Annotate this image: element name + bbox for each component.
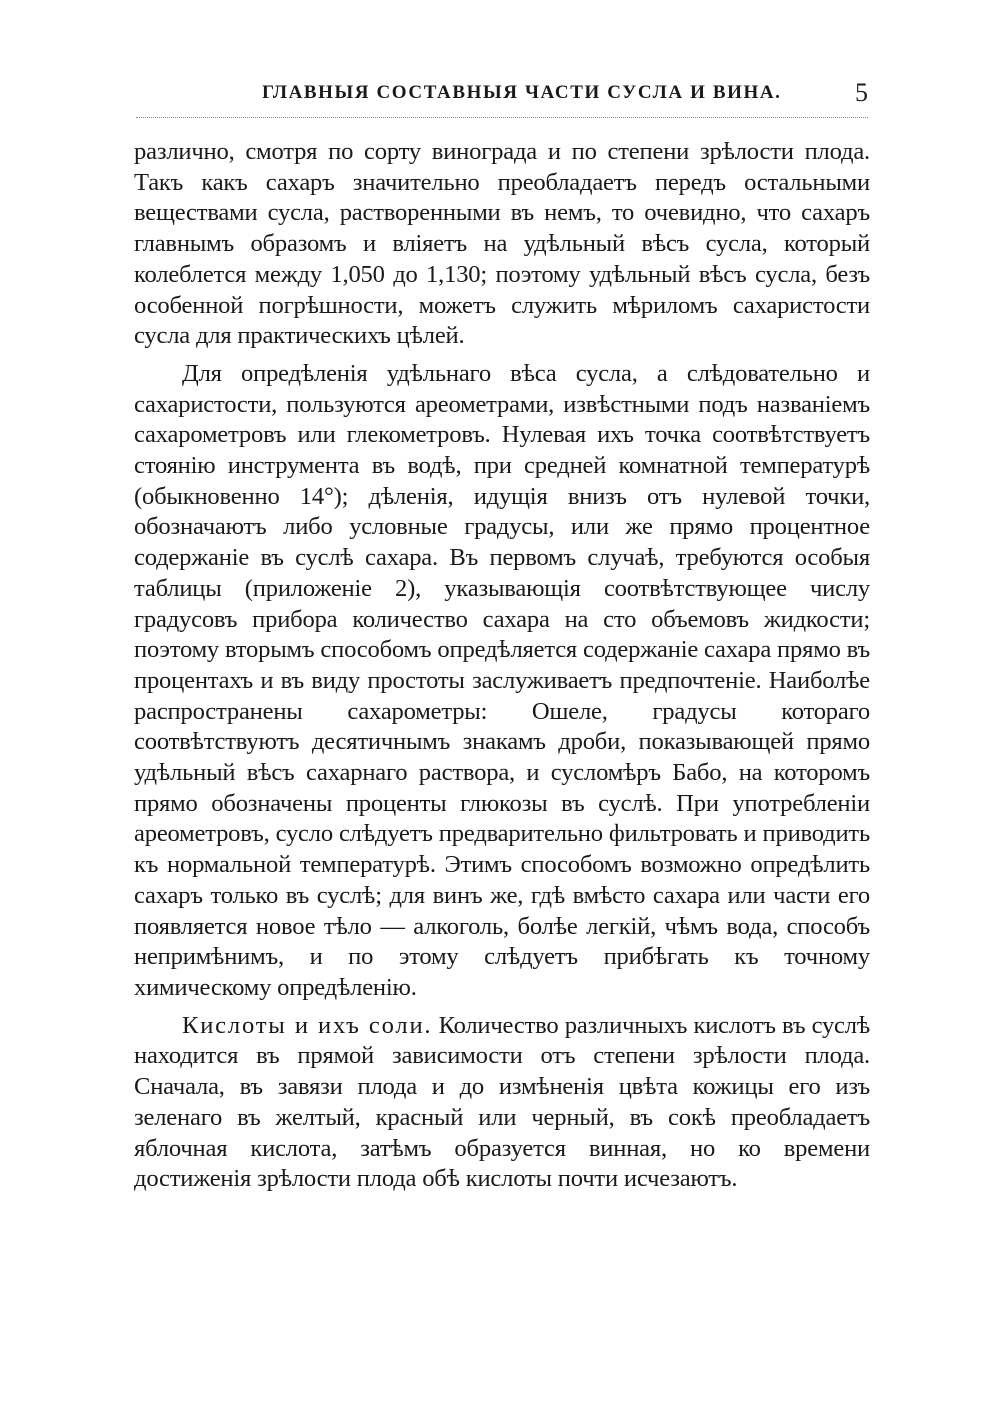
page-number: 5	[855, 78, 868, 107]
body-text	[134, 137, 870, 1195]
running-title: ГЛАВНЫЯ СОСТАВНЫЯ ЧАСТИ СУСЛА И ВИНА.	[262, 82, 782, 103]
paragraph-3	[134, 1011, 870, 1195]
running-head	[136, 78, 868, 112]
paragraph-3-text: Количество различныхъ кислотъ въ суслѣ находится въ прямой зависимости отъ степени зрѣлости плода. Сначала, въ завязи плода и до измѣненія цвѣта кожицы его изъ зеленаго въ желтый, красный или черный, въ сокѣ преобладаетъ яблочная кислота, затѣмъ образуется винная, но ко времени достиженія зрѣлости плода обѣ кислоты почти исчезаютъ.	[134, 1011, 870, 1193]
paragraph-2: Для опредѣленія удѣльнаго вѣса сусла, а слѣдовательно и сахаристости, пользуются ареометрами, извѣстными подъ названіемъ сахарометровъ или глекометровъ. Нулевая ихъ точка соотвѣтствуетъ стоянію инструмента въ водѣ, при средней комнатной температурѣ (обыкновенно 14°); дѣленія, идущія внизъ отъ нулевой точки, обозначаютъ либо условные градусы, или же прямо процентное содержаніе въ суслѣ сахара. Въ первомъ случаѣ, требуются особыя таблицы (приложеніе 2), указывающія соотвѣтствующее числу градусовъ прибора количество сахара на сто объемовъ жидкости; поэтому вторымъ способомъ опредѣляется содержаніе сахара прямо въ процентахъ и въ виду простоты заслуживаетъ предпочтеніе. Наиболѣе распространены сахарометры: Ошеле, градусы котораго соотвѣтствуютъ десятичнымъ знакамъ дроби, показывающей прямо удѣльный вѣсъ сахарнаго раствора, и сусломѣръ Бабо, на которомъ прямо обозначены проценты глюкозы въ суслѣ. При употребленіи ареометровъ, сусло слѣдуетъ предварительно фильтровать и приводить къ нормальной температурѣ. Этимъ способомъ возможно опредѣлить сахаръ только въ суслѣ; для винъ же, гдѣ вмѣсто сахара или части его появляется новое тѣло — алкоголь, болѣе легкій, чѣмъ вода, способъ непримѣнимъ, и по этому слѣдуетъ прибѣгать къ точному химическому опредѣленію.	[134, 359, 870, 1001]
header-rule	[136, 117, 868, 118]
section-heading-acids: Кислоты и ихъ соли.	[182, 1011, 433, 1039]
paragraph-1: различно, смотря по сорту винограда и по степени зрѣлости плода. Такъ какъ сахаръ значительно преобладаетъ передъ остальными веществами сусла, растворенными въ немъ, то очевидно, что сахаръ главнымъ образомъ и вліяетъ на удѣльный вѣсъ сусла, который колеблется между 1,050 до 1,130; поэтому удѣльный вѣсъ сусла, безъ особенной погрѣшности, можетъ служить мѣриломъ сахаристости сусла для практическихъ цѣлей.	[134, 138, 870, 350]
